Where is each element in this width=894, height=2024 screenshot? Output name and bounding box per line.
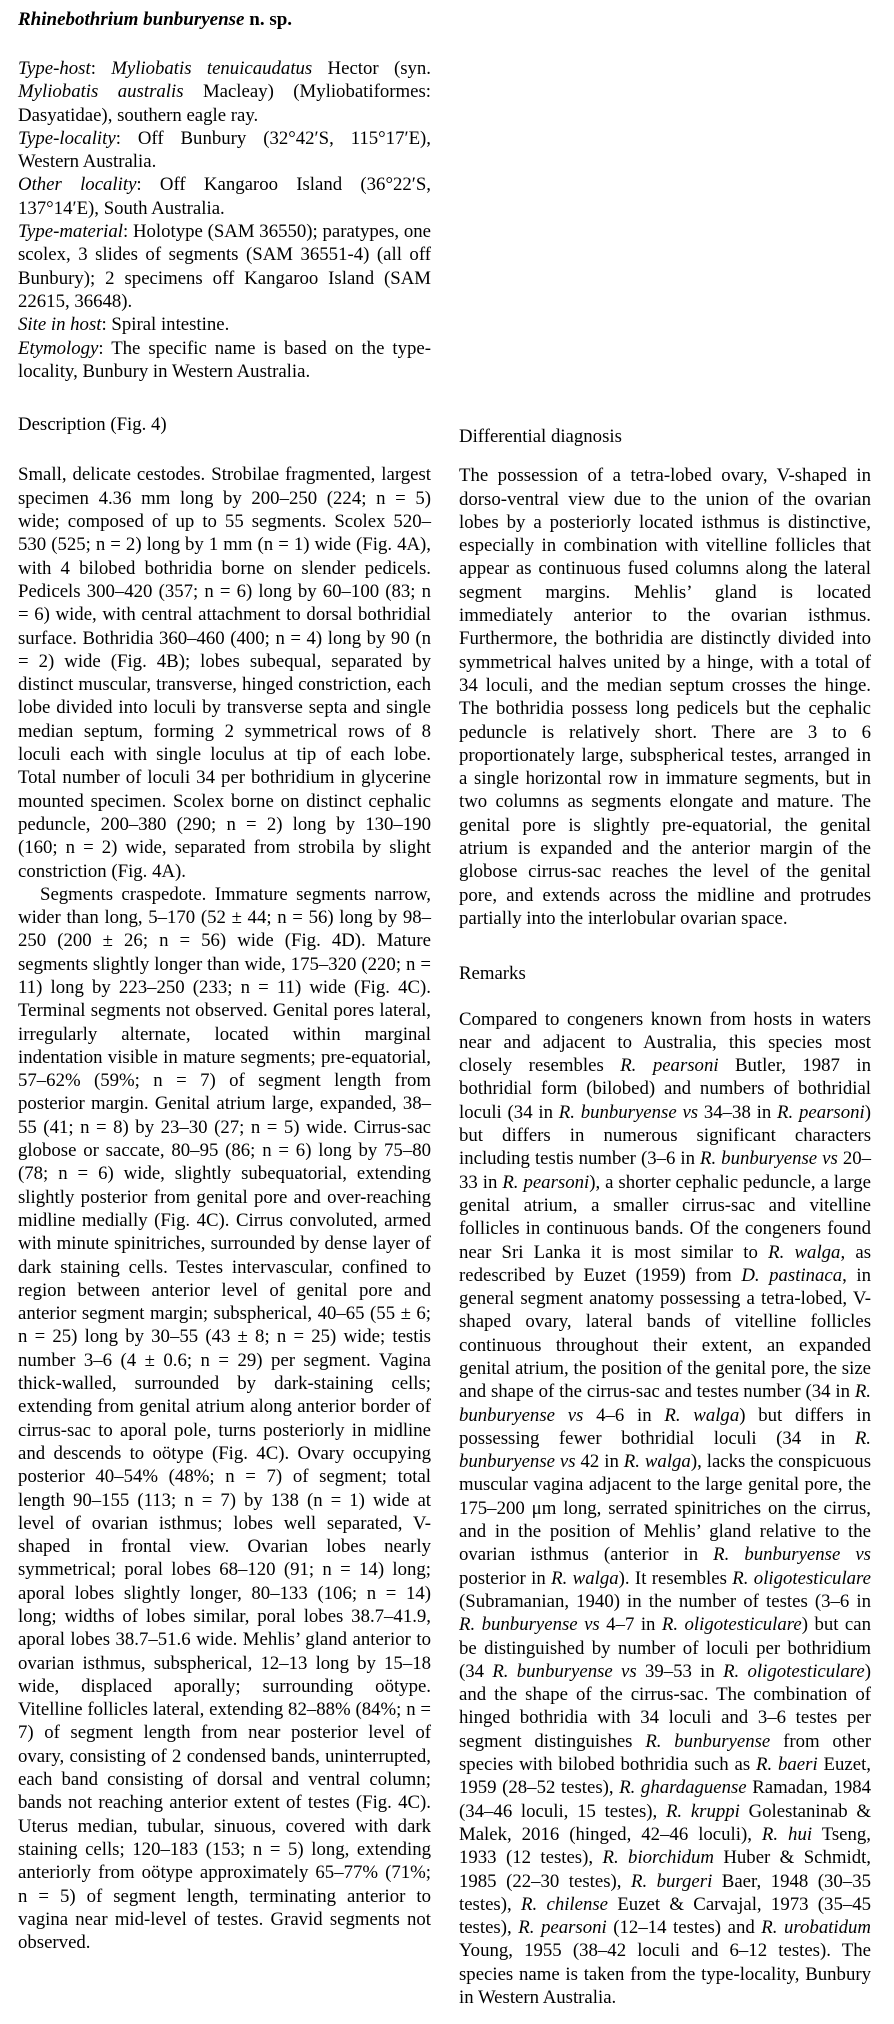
type-locality-entry: Type-locality: Off Bunbury (32°42′S, 115°17′E), Western Australia.	[18, 127, 431, 173]
etymology-entry: Etymology: The specific name is based on the type-locality, Bunbury in Western Australia.	[18, 337, 431, 382]
site-in-host-entry: Site in host: Spiral intestine.	[18, 314, 230, 336]
remarks-paragraph: Compared to congeners known from hosts in waters near and adjacent to Australia, this species most closely resembles R. pearsoni Butler, 1987 in bothridial form (bilobed) and numbers of bothridial loculi (34 in R. bunburyense vs 34–38 in R. pearsoni) but differs in numerous significant characters including testis number (3–6 in R. bunburyense vs 20–33 in R. pearsoni), a shorter cephalic peduncle, a large genital atrium, a smaller cirrus-sac and vitelline follicles in continuous bands. Of the congeners found near Sri Lanka it is most similar to R. walga, as redescribed by Euzet (1959) from D. pastinaca, in general segment anatomy possessing a tetra-lobed, V-shaped ovary, lateral bands of vitelline follicles continuous throughout their extent, an expanded genital atrium, the position of the genital pore, the size and shape of the cirrus-sac and testes number (34 in R. bunburyense vs 4–6 in R. walga) but differs in possessing fewer bothridial loculi (34 in R. bunburyense vs 42 in R. walga), lacks the conspicuous muscular vagina adjacent to the large genital pore, the 175–200 μm long, serrated spinitriches on the cirrus, and in the position of Mehlis’ gland relative to the ovarian isthmus (anterior in R. bunburyense vs posterior in R. walga). It resembles R. oligotesticulare (Subramanian, 1940) in the number of testes (3–6 in R. bunburyense vs 4–7 in R. oligotesticulare) but can be distinguished by number of loculi per bothridium (34 R. bunburyense vs 39–53 in R. oligotesticulare) and the shape of the cirrus-sac. The combination of hinged bothridia with 34 loculi and 3–6 testes per segment distinguishes R. bunburyense from other species with bilobed bothridia such as R. baeri Euzet, 1959 (28–52 testes), R. ghardaguense Ramadan, 1984 (34–46 loculi, 15 testes), R. kruppi Golestaninab & Malek, 2016 (hinged, 42–46 loculi), R. hui Tseng, 1933 (12 testes), R. biorchidum Huber & Schmidt, 1985 (22–30 testes), R. burgeri Baer, 1948 (30–35 testes), R. chilense Euzet & Carvajal, 1973 (35–45 testes), R. pearsoni (12–14 testes) and R. urobatidum Young, 1955 (38–42 loculi and 6–12 testes). The species name is taken from the type-locality, Bunbury in Western Australia.	[459, 1008, 872, 2008]
description-heading: Description (Fig. 4)	[18, 414, 167, 436]
differential-diagnosis-heading: Differential diagnosis	[459, 426, 622, 447]
other-locality-entry: Other locality: Off Kangaroo Island (36°22′S, 137°14′E), South Australia.	[18, 174, 431, 219]
species-title: Rhinebothrium bunburyense n. sp.	[18, 9, 293, 30]
type-host-entry: Type-host: Myliobatis tenuicaudatus Hector (syn. Myliobatis australis Macleay) (Myliobatiformes: Dasyatidae), southern eagle ray.	[18, 58, 431, 126]
description-paragraph-2: Segments craspedote. Immature segments narrow, wider than long, 5–170 (52 ± 44; n = 56) long by 98–250 (200 ± 26; n = 56) wide (Fig. 4D). Mature segments slightly longer than wide, 175–320 (220; n = 11) long by 223–250 (233; n = 11) wide (Fig. 4C). Terminal segments not observed. Genital pores lateral, irregularly alternate, located within marginal indentation visible in mature segments; pre-equatorial, 57–62% (59%; n = 7) of segment length from posterior margin. Genital atrium large, expanded, 38–55 (41; n = 8) by 23–30 (27; n = 5) wide. Cirrus-sac globose or saccate, 80–95 (86; n = 6) long by 75–80 (78; n = 6) wide, slightly subequatorial, extending slightly posterior from genital pore and over-reaching midline medially (Fig. 4C). Cirrus convoluted, armed with minute spinitriches, surrounded by dense layer of dark staining cells. Testes intervascular, confined to region between anterior level of genital pore and anterior segment margin; subspherical, 40–65 (55 ± 6; n = 25) long by 30–55 (43 ± 8; n = 25) wide; testis number 3–6 (4 ± 0.6; n = 29) per segment. Vagina thick-walled, surrounded by dark-staining cells; extending from genital atrium along anterior border of cirrus-sac to aporal pole, turns posteriorly in midline and descends to oötype (Fig. 4C). Ovary occupying posterior 40–54% (48%; n = 7) of segment; total length 90–155 (113; n = 7) by 138 (n = 1) wide at level of ovarian isthmus; lobes well separated, V-shaped in frontal view. Ovarian lobes nearly symmetrical; poral lobes 68–120 (91; n = 14) long; aporal lobes slightly longer, 80–133 (106; n = 14) long; widths of lobes similar, poral lobes 38.7–41.9, aporal lobes 38.7–51.6 wide. Mehlis’ gland anterior to ovarian isthmus, subspherical, 12–13 long by 15–18 wide, displaced aporally; surrounding oötype. Vitelline follicles lateral, extending 82–88% (84%; n = 7) of segment length from near posterior level of ovary, consisting of 2 condensed bands, uninterrupted, each band consisting of dorsal and ventral column; bands not reaching anterior extent of testes (Fig. 4C). Uterus median, tubular, sinuous, covered with dark staining cells; 120–183 (153; n = 5) long, extending anteriorly from oötype approximately 65–77% (71%; n = 5) of segment length, terminating anterior to vagina near mid-level of testes. Gravid segments not observed.	[18, 883, 431, 1954]
right-column	[459, 57, 871, 2009]
differential-diagnosis-paragraph: The possession of a tetra-lobed ovary, V-shaped in dorso-ventral view due to the union of the ovarian lobes by a posteriorly located isthmus is distinctive, especially in combination with vitelline follicles that appear as continuous fused columns along the lateral segment margins. Mehlis’ gland is located immediately anterior to the ovarian isthmus. Furthermore, the bothridia are distinctly divided into symmetrical halves united by a hinge, with a total of 34 loculi, and the median septum crosses the hinge. The bothridia possess long pedicels but the cephalic peduncle is relatively short. There are 3 to 6 proportionately large, subspherical testes, arranged in a single horizontal row in immature segments, but in two columns as segments elongate and mature. The genital pore is slightly pre-equatorial, the genital atrium is expanded and the anterior margin of the globose cirrus-sac reaches the level of the genital pore, and extends across the midline and protrudes partially into the interlobular ovarian space.	[459, 465, 871, 929]
description-paragraph-1: Small, delicate cestodes. Strobilae fragmented, largest specimen 4.36 mm long by 200–250 (224; n = 5) wide; composed of up to 55 segments. Scolex 520–530 (525; n = 2) long by 1 mm (n = 1) wide (Fig. 4A), with 4 bilobed bothridia borne on slender pedicels. Pedicels 300–420 (357; n = 6) long by 60–100 (83; n = 6) wide, with central attachment to dorsal bothridial surface. Bothridia 360–460 (400; n = 4) long by 90 (n = 2) wide (Fig. 4B); lobes subequal, separated by distinct muscular, transverse, hinged constriction, each lobe divided into loculi by transverse septa and single median septum, forming 2 symmetrical rows of 8 loculi each with single loculus at tip of each lobe. Total number of loculi 34 per bothridium in glycerine mounted specimen. Scolex borne on distinct cephalic peduncle, 200–380 (290; n = 2) long by 130–190 (160; n = 2) wide, separated from strobila by slight constriction (Fig. 4A).	[18, 464, 431, 882]
type-material-entry: Type-material: Holotype (SAM 36550); paratypes, one scolex, 3 slides of segments (SAM 36551-4) (all off Bunbury); 2 specimens off Kangaroo Island (SAM 22615, 36648).	[18, 221, 431, 312]
left-column	[18, 57, 431, 1954]
remarks-heading: Remarks	[459, 963, 526, 985]
